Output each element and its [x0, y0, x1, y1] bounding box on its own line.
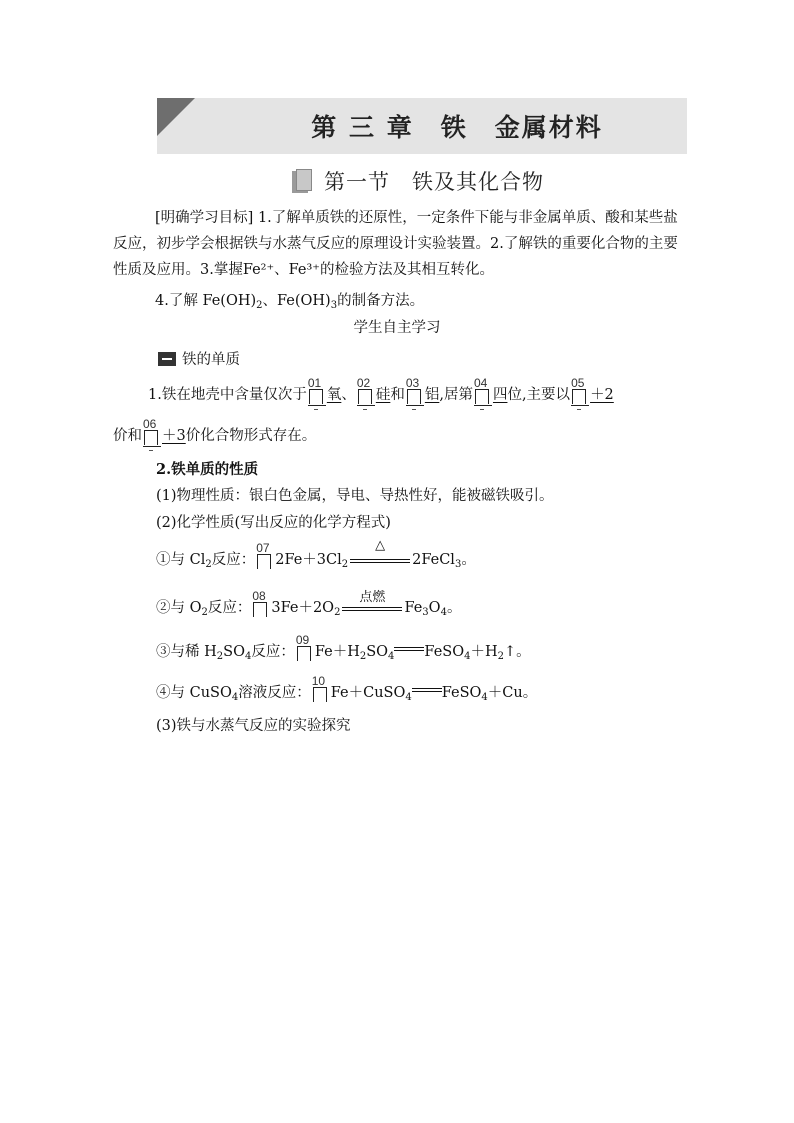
equals-sign: [342, 590, 402, 618]
r-rhs: FeSO: [441, 685, 482, 701]
r-text: 。: [446, 600, 462, 616]
r-text: 反应：: [211, 552, 256, 568]
sub: 2: [256, 300, 263, 311]
reaction-1: [156, 538, 476, 570]
goals-label: [明确学习目标]: [155, 210, 254, 226]
chemical-properties: (2)化学性质(写出反应的化学方程式): [156, 515, 391, 531]
experiment-heading: (3)铁与水蒸气反应的实验探究: [156, 718, 351, 734]
chapter-title: 第 三 章 铁 金属材料: [311, 113, 603, 142]
fill-text: 、: [341, 387, 356, 403]
fill-text: 1.铁在地壳中含量仅次于: [148, 387, 307, 403]
answer-05: ＋2: [590, 387, 614, 403]
self-study-heading: 学生自主学习: [353, 320, 441, 336]
sub: 3: [422, 607, 429, 618]
blank-number: 02: [356, 376, 371, 390]
r-rhs: FeSO: [424, 644, 465, 660]
sub: 4: [231, 692, 239, 703]
blank-02: [356, 376, 375, 403]
condition: 点燃: [359, 590, 386, 605]
blank-06: [143, 417, 161, 444]
fill-line-2: [113, 417, 317, 445]
reaction-4: [156, 674, 538, 703]
sub: 3: [454, 559, 462, 570]
blank-number: 08: [252, 589, 266, 603]
equals-sign: [394, 643, 424, 657]
r-lhs: 2Fe＋3Cl: [275, 552, 342, 568]
sub: 3: [330, 300, 338, 311]
fill-text: 价化合物形式存在。: [185, 428, 317, 444]
section-title: 第一节 铁及其化合物: [324, 170, 544, 194]
blank-07: [256, 541, 274, 568]
physical-properties: (1)物理性质：银白色金属，导电、导热性好，能被磁铁吸引。: [156, 488, 554, 504]
blank-number: 05: [571, 376, 585, 390]
equals-sign: [350, 538, 410, 570]
part1-heading-text: 铁的单质: [182, 352, 240, 368]
goals-line4-post: 的制备方法。: [337, 293, 425, 309]
sub: 2: [334, 607, 341, 618]
blank-09: [295, 633, 314, 660]
r-rhs: ＋H: [470, 644, 498, 660]
blank-05: [571, 376, 589, 403]
sub: 2: [497, 651, 504, 662]
sub: 4: [440, 607, 447, 618]
book-icon: [292, 169, 314, 193]
r-text: ①与 Cl: [156, 552, 206, 568]
fill-text: 价和: [113, 428, 142, 444]
sub: 4: [481, 692, 488, 703]
fill-text: 和: [390, 387, 405, 403]
r-text: SO: [223, 644, 245, 660]
r-text: 反应：: [207, 600, 252, 616]
blank-number: 03: [405, 376, 420, 390]
condition: △: [375, 538, 386, 553]
answer-03: 铝: [424, 387, 440, 403]
sub: 4: [464, 651, 471, 662]
blank-number: 10: [311, 674, 326, 688]
sub: 2: [205, 559, 212, 570]
fill-line-1: [148, 376, 614, 404]
sub: 2: [216, 651, 224, 662]
sub: 4: [405, 692, 412, 703]
blank-number: 06: [143, 417, 157, 431]
blank-01: [307, 376, 326, 403]
blank-number: 07: [256, 541, 270, 555]
answer-02: 硅: [375, 387, 391, 403]
sub: 4: [388, 651, 395, 662]
fill-text: 位,主要以: [507, 387, 571, 403]
answer-06: ＋3: [162, 428, 186, 444]
chapter-banner: [157, 98, 687, 154]
r-lhs: Fe＋H: [314, 644, 360, 660]
section-marker-icon: [158, 352, 176, 366]
goals-text: 1.了解单质铁的还原性，一定条件下能与非金属单质、酸和某些盐反应，初步学会根据铁与水蒸气反应的原理设计实验装置。2.了解铁的重要化合物的主要性质及应用。3.掌握Fe²⁺、Fe³⁺的检验方法及其相互转化。: [113, 210, 678, 278]
answer-01: 氧: [326, 387, 342, 403]
r-rhs: Fe: [404, 600, 423, 616]
blank-number: 04: [473, 376, 488, 390]
answer-04: 四: [492, 387, 508, 403]
goals-line4-pre: 4.了解 Fe(OH): [155, 293, 257, 309]
reaction-3: [156, 633, 531, 662]
blank-03: [405, 376, 424, 403]
blank-04: [473, 376, 492, 403]
r-rhs: 2FeCl: [412, 552, 455, 568]
r-text: 反应：: [251, 644, 295, 660]
goals-line4-mid: 、Fe(OH): [262, 293, 331, 309]
r-text: ③与稀 H: [156, 644, 217, 660]
r-text: 溶液反应：: [238, 685, 311, 701]
sub: 2: [359, 651, 367, 662]
reaction-2: [156, 589, 462, 618]
sub: 2: [341, 559, 349, 570]
section-heading: [292, 165, 544, 197]
blank-number: 09: [295, 633, 310, 647]
subheading-properties: 2.铁单质的性质: [156, 461, 259, 478]
goals-line4: [155, 289, 424, 310]
blank-number: 01: [307, 376, 322, 390]
r-text: ↑。: [504, 644, 531, 660]
blank-08: [252, 589, 270, 616]
part1-heading: [158, 348, 240, 369]
learning-goals: [113, 205, 678, 283]
equals-sign: [412, 684, 442, 698]
r-text: 。: [461, 552, 476, 568]
r-lhs: 3Fe＋2O: [271, 600, 335, 616]
r-lhs: SO: [366, 644, 389, 660]
r-text: ④与 CuSO: [156, 685, 232, 701]
r-rhs: ＋Cu。: [487, 685, 538, 701]
sub: 2: [201, 607, 208, 618]
sub: 4: [244, 651, 252, 662]
r-text: ②与 O: [156, 600, 202, 616]
r-lhs: Fe＋CuSO: [330, 685, 406, 701]
fill-text: ,居第: [439, 387, 473, 403]
blank-10: [311, 674, 330, 701]
r-rhs: O: [428, 600, 441, 616]
